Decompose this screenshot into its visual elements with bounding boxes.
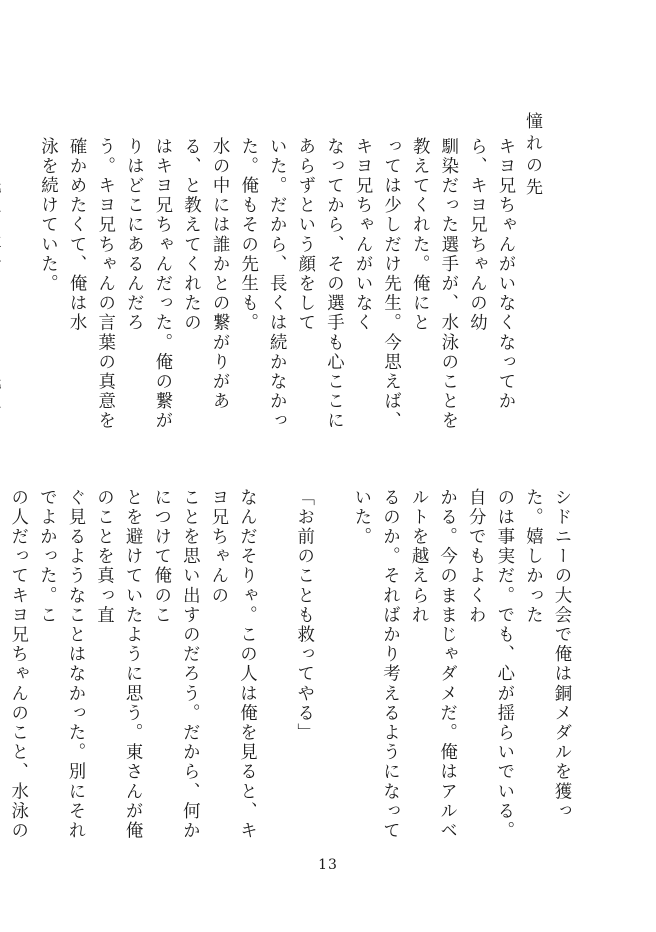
text-line: の人だってキヨ兄ちゃんのこと、水泳の bbox=[7, 488, 28, 841]
text-line: キヨ兄ちゃんがいなくなってから、キヨ兄ちゃんの幼 bbox=[466, 137, 515, 412]
text-line: なってから、その選手も心ここにあらずという顔をして bbox=[294, 137, 344, 431]
paragraph-gap bbox=[318, 488, 347, 848]
upper-text-block bbox=[37, 137, 519, 443]
text-line bbox=[0, 137, 4, 443]
text-line: とを避けていたように思う。東さんが俺のことを真っ直 bbox=[93, 488, 143, 841]
paragraph-gap bbox=[4, 137, 33, 443]
text-line: はキヨ兄ちゃんだった。俺の繋がりはどこにあるんだろ bbox=[123, 137, 172, 431]
text-line: かる。今のままじゃダメだ。俺はアルベルトを越えられ bbox=[408, 488, 457, 841]
text-line: のは事実だ。でも、心が揺らいでいる。自分でもよくわ bbox=[465, 488, 514, 841]
text-line: 水の中には誰かとの繋がりがある、と教えてくれたの bbox=[180, 137, 230, 412]
chapter-title: 憧れの先 bbox=[522, 112, 542, 200]
text-line: シドニーの大会で俺は銅メダルを獲った。嬉しかった bbox=[522, 488, 571, 822]
text-line: るのか。そればかり考えるようになっていた。 bbox=[350, 488, 400, 841]
text-line: う。キヨ兄ちゃんの言葉の真意を確かめたくて、俺は水 bbox=[66, 137, 115, 431]
text-line: なんだそりゃ。この人は俺を見ると、キヨ兄ちゃんの bbox=[207, 488, 257, 841]
text-line: 泳を続けていた。 bbox=[37, 137, 58, 294]
page-number: 13 bbox=[318, 857, 338, 873]
text-line: っては少しだけ先生。今思えば、キヨ兄ちゃんがいなく bbox=[352, 137, 401, 431]
paragraph-gap bbox=[260, 488, 289, 848]
dialogue-line: 「お前のことも救ってやる」 bbox=[293, 488, 314, 743]
text-line: 馴染だった選手が、水泳のことを教えてくれた。俺にと bbox=[409, 137, 458, 431]
text-line: ぐ見るようなことはなかった。別にそれでよかった。こ bbox=[36, 488, 85, 841]
lower-text-block bbox=[7, 488, 575, 848]
text-line: ことを思い出すのだろう。だから、何かにつけて俺のこ bbox=[150, 488, 200, 841]
text-line: いた。だから、長くは続かなかった。俺もその先生も。 bbox=[237, 137, 287, 431]
